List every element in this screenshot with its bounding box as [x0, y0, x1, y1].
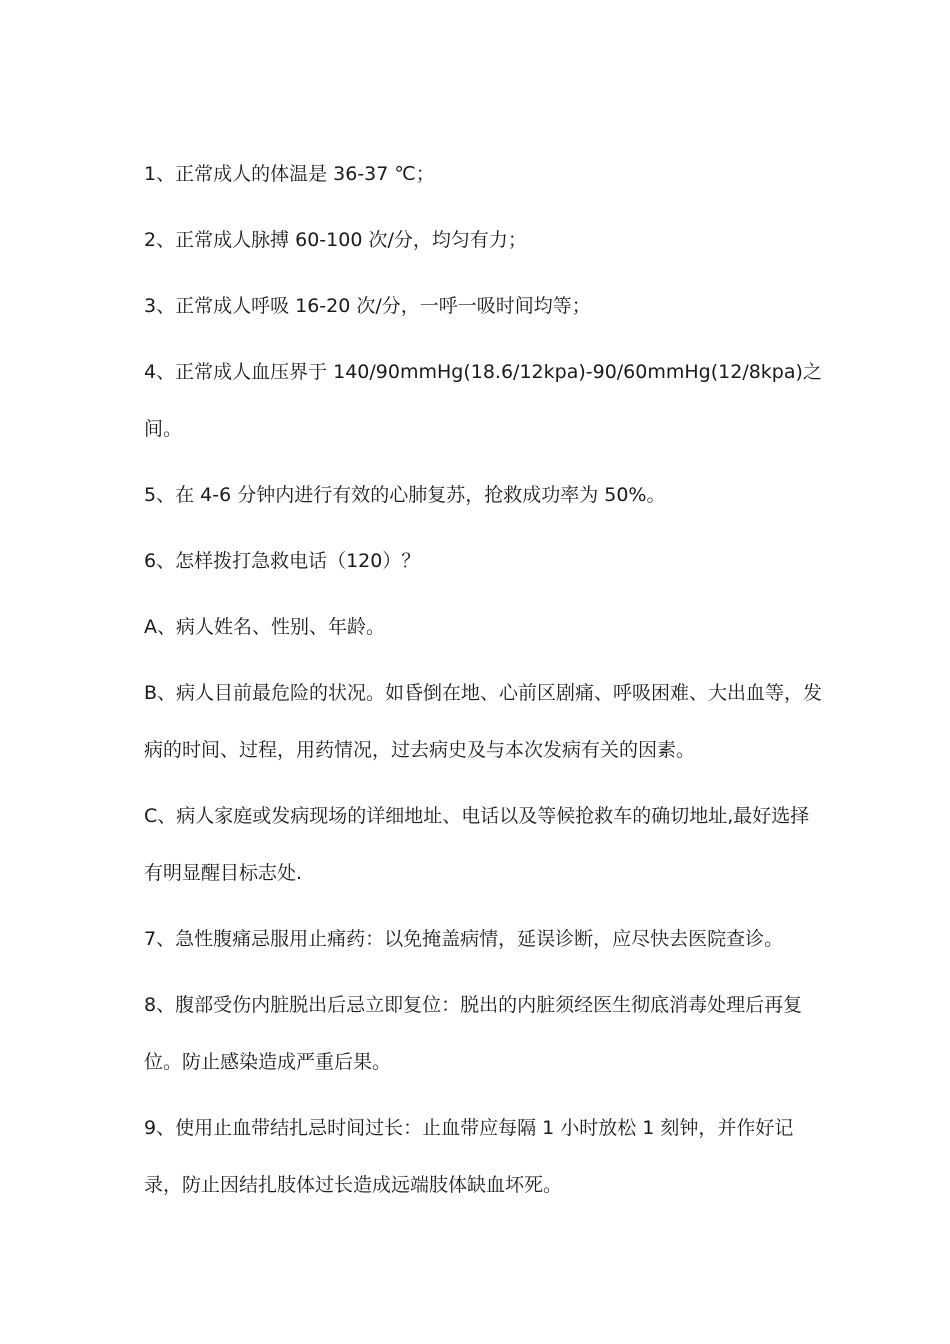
paragraph-blood-pressure: 4、正常成人血压界于 140/90mmHg(18.6/12kpa)-90/60mmHg(12/8kpa)之间。 [144, 361, 822, 440]
paragraph-respiration: 3、正常成人呼吸 16-20 次/分，一呼一吸时间均等； [144, 295, 591, 317]
paragraph-tourniquet: 9、使用止血带结扎忌时间过长：止血带应每隔 1 小时放松 1 刻钟，并作好记录，防止因结扎肢体过长造成远端肢体缺血坏死。 [144, 1117, 794, 1196]
document-body [144, 146, 824, 1223]
paragraph-item-c: C、病人家庭或发病现场的详细地址、电话以及等候抢救车的确切地址,最好选择有明显醒目标志处. [144, 805, 810, 884]
paragraph-body-temperature: 1、正常成人的体温是 36-37 ℃； [144, 163, 435, 185]
paragraph-organ-prolapse: 8、腹部受伤内脏脱出后忌立即复位：脱出的内脏须经医生彻底消毒处理后再复位。防止感染造成严重后果。 [144, 994, 803, 1073]
paragraph-cpr: 5、在 4-6 分钟内进行有效的心肺复苏，抢救成功率为 50%。 [144, 484, 666, 506]
paragraph-item-a: A、病人姓名、性别、年龄。 [144, 616, 385, 638]
paragraph-abdominal-pain: 7、急性腹痛忌服用止痛药：以免掩盖病情，延误诊断，应尽快去医院查诊。 [144, 928, 784, 950]
paragraph-emergency-call-heading: 6、怎样拨打急救电话（120）？ [144, 550, 421, 572]
paragraph-pulse: 2、正常成人脉搏 60-100 次/分，均匀有力； [144, 229, 527, 251]
paragraph-item-b: B、病人目前最危险的状况。如昏倒在地、心前区剧痛、呼吸困难、大出血等，发病的时间、过程，用药情况，过去病史及与本次发病有关的因素。 [144, 682, 823, 761]
